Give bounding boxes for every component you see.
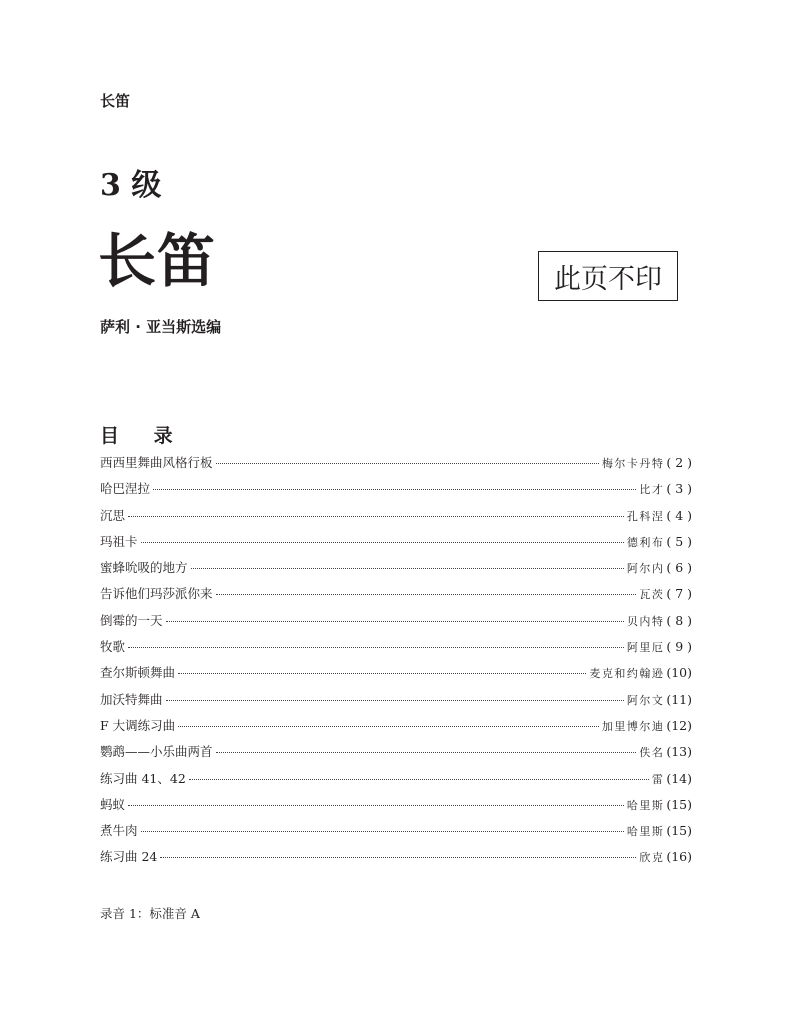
running-head: 长笛 (100, 92, 131, 110)
toc-entry[interactable] (100, 795, 692, 821)
toc-entry-page: (10) (666, 665, 692, 681)
toc-leader-dots (178, 673, 586, 674)
toc-entry-composer: 雷 (651, 772, 665, 786)
toc-entry-page: ( 9 ) (666, 639, 692, 655)
toc-entry-title: 西西里舞曲风格行板 (100, 455, 213, 470)
toc-entry-composer: 孔科涅 (626, 509, 665, 523)
toc-entry-title: 蜜蜂吮吸的地方 (100, 560, 188, 576)
toc-entry-title: 加沃特舞曲 (100, 691, 163, 707)
toc-entry[interactable] (100, 532, 692, 558)
toc-leader-dots (141, 831, 624, 832)
toc-entry-page: ( 8 ) (666, 612, 692, 628)
toc-leader-dots (178, 726, 599, 727)
toc-entry-title: 练习曲 24 (100, 849, 158, 865)
toc-entry-composer: 比才 (639, 483, 665, 497)
toc-entry-title: 沉思 (100, 507, 126, 523)
toc-entry-composer: 欣克 (639, 851, 665, 865)
toc-leader-dots (153, 489, 636, 490)
toc-entry-page: (12) (666, 717, 692, 733)
toc-leader-dots (141, 542, 624, 543)
toc-entry-page: ( 5 ) (666, 533, 692, 549)
toc-entry-title: 查尔斯顿舞曲 (100, 665, 176, 681)
toc-leader-dots (189, 779, 649, 780)
toc-entry[interactable] (100, 690, 692, 716)
toc-entry[interactable] (100, 506, 692, 532)
toc-leader-dots (166, 621, 624, 622)
toc-entry-title: 倒霉的一天 (100, 612, 163, 628)
toc-entry[interactable] (100, 716, 692, 742)
toc-entry-title: 煮牛肉 (100, 823, 138, 839)
toc-entry-composer: 贝内特 (626, 614, 665, 628)
toc-heading: 目 录 (100, 425, 187, 447)
grade-level: 3 级 (100, 168, 162, 203)
toc-entry[interactable] (100, 611, 692, 637)
toc-entry-composer: 阿里厄 (626, 641, 665, 655)
do-not-print-stamp: 此页不印 (538, 251, 678, 301)
toc-entry-page: (16) (666, 849, 692, 865)
table-of-contents (100, 453, 692, 874)
toc-entry[interactable] (100, 821, 692, 847)
toc-leader-dots (166, 700, 624, 701)
toc-entry[interactable] (100, 453, 692, 479)
toc-entry-title: 鹦鹉——小乐曲两首 (100, 744, 213, 760)
toc-entry-composer: 佚名 (639, 746, 665, 760)
toc-entry-page: (15) (666, 823, 692, 839)
toc-leader-dots (191, 568, 624, 569)
toc-entry-composer: 瓦茨 (639, 588, 665, 602)
page-title: 长笛 (98, 227, 217, 295)
toc-leader-dots (216, 594, 637, 595)
toc-leader-dots (128, 516, 624, 517)
toc-entry-page: ( 6 ) (666, 560, 692, 576)
toc-entry-title: 玛祖卡 (100, 533, 138, 549)
toc-entry-page: ( 7 ) (666, 586, 692, 602)
toc-leader-dots (128, 647, 624, 648)
toc-leader-dots (160, 857, 636, 858)
toc-entry-composer: 加里博尔迪 (601, 719, 665, 733)
toc-entry-title: F 大调练习曲 (100, 717, 176, 733)
toc-entry-title: 告诉他们玛莎派你来 (100, 586, 213, 602)
toc-entry-title: 哈巴涅拉 (100, 481, 151, 497)
toc-entry[interactable] (100, 847, 692, 873)
toc-entry-composer: 哈里斯 (626, 825, 665, 839)
toc-entry[interactable] (100, 584, 692, 610)
toc-leader-dots (216, 463, 599, 464)
toc-entry-title: 蚂蚁 (100, 796, 126, 812)
toc-entry-page: (15) (666, 796, 692, 812)
toc-entry-composer: 梅尔卡丹特 (601, 457, 665, 470)
toc-entry-composer: 麦克和约翰逊 (589, 667, 665, 681)
toc-entry[interactable] (100, 637, 692, 663)
toc-entry-page: ( 4 ) (666, 507, 692, 523)
toc-entry[interactable] (100, 742, 692, 768)
toc-entry-page: ( 3 ) (666, 481, 692, 497)
toc-entry-page: (11) (666, 691, 692, 707)
toc-entry-composer: 阿尔文 (626, 693, 665, 707)
toc-entry-composer: 德利布 (626, 535, 665, 549)
toc-leader-dots (128, 805, 624, 806)
toc-entry[interactable] (100, 558, 692, 584)
editor-credit: 萨利 · 亚当斯选编 (100, 318, 222, 336)
recording-note: 录音 1：标准音 A (100, 906, 200, 921)
toc-entry[interactable] (100, 663, 692, 689)
toc-entry-title: 练习曲 41、42 (100, 770, 186, 786)
toc-entry-composer: 哈里斯 (626, 798, 665, 812)
toc-entry-page: ( 2 ) (666, 455, 692, 470)
toc-leader-dots (216, 752, 637, 753)
toc-entry-composer: 阿尔内 (626, 562, 665, 576)
toc-entry-page: (13) (666, 744, 692, 760)
toc-entry-page: (14) (666, 770, 692, 786)
toc-entry[interactable] (100, 479, 692, 505)
toc-entry[interactable] (100, 769, 692, 795)
toc-entry-title: 牧歌 (100, 639, 126, 655)
